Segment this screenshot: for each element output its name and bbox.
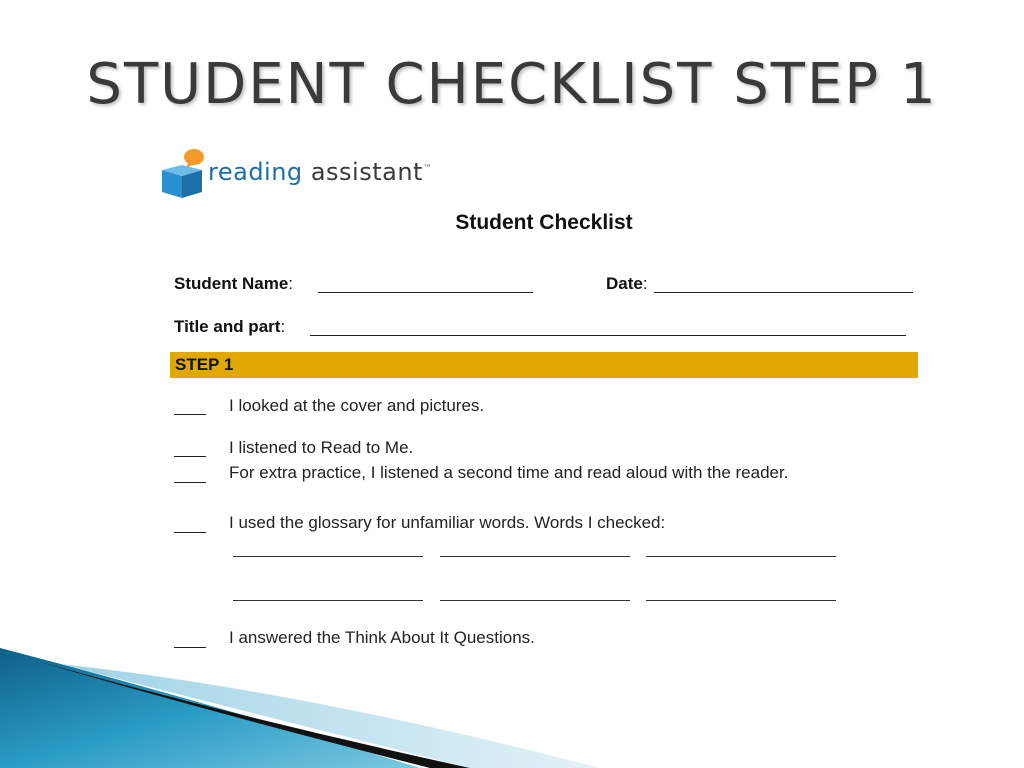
step-1-label: STEP 1: [175, 355, 234, 374]
title-part-colon: :: [280, 317, 286, 336]
date-colon: :: [642, 274, 648, 293]
slide-title: STUDENT CHECKLIST STEP 1: [86, 52, 938, 117]
checklist-item-glossary: I used the glossary for unfamiliar words. Words I checked:: [229, 513, 666, 532]
title-part-label-text: Title and part: [174, 317, 281, 336]
logo-word-reading: reading: [208, 158, 303, 186]
checklist-item-read-to-me: I listened to Read to Me.: [229, 438, 414, 457]
checklist-item-think-about-it: I answered the Think About It Questions.: [229, 628, 535, 647]
student-name-label-text: Student Name: [174, 274, 289, 293]
checklist-heading: Student Checklist: [455, 211, 633, 234]
trademark-mark: ™: [422, 164, 433, 174]
checklist-item-cover: I looked at the cover and pictures.: [229, 396, 485, 415]
student-name-colon: :: [288, 274, 294, 293]
date-label-text: Date: [606, 274, 643, 293]
logo-word-assistant: assistant: [310, 158, 423, 186]
checklist-item-extra-practice: For extra practice, I listened a second time and read aloud with the reader.: [229, 463, 789, 482]
